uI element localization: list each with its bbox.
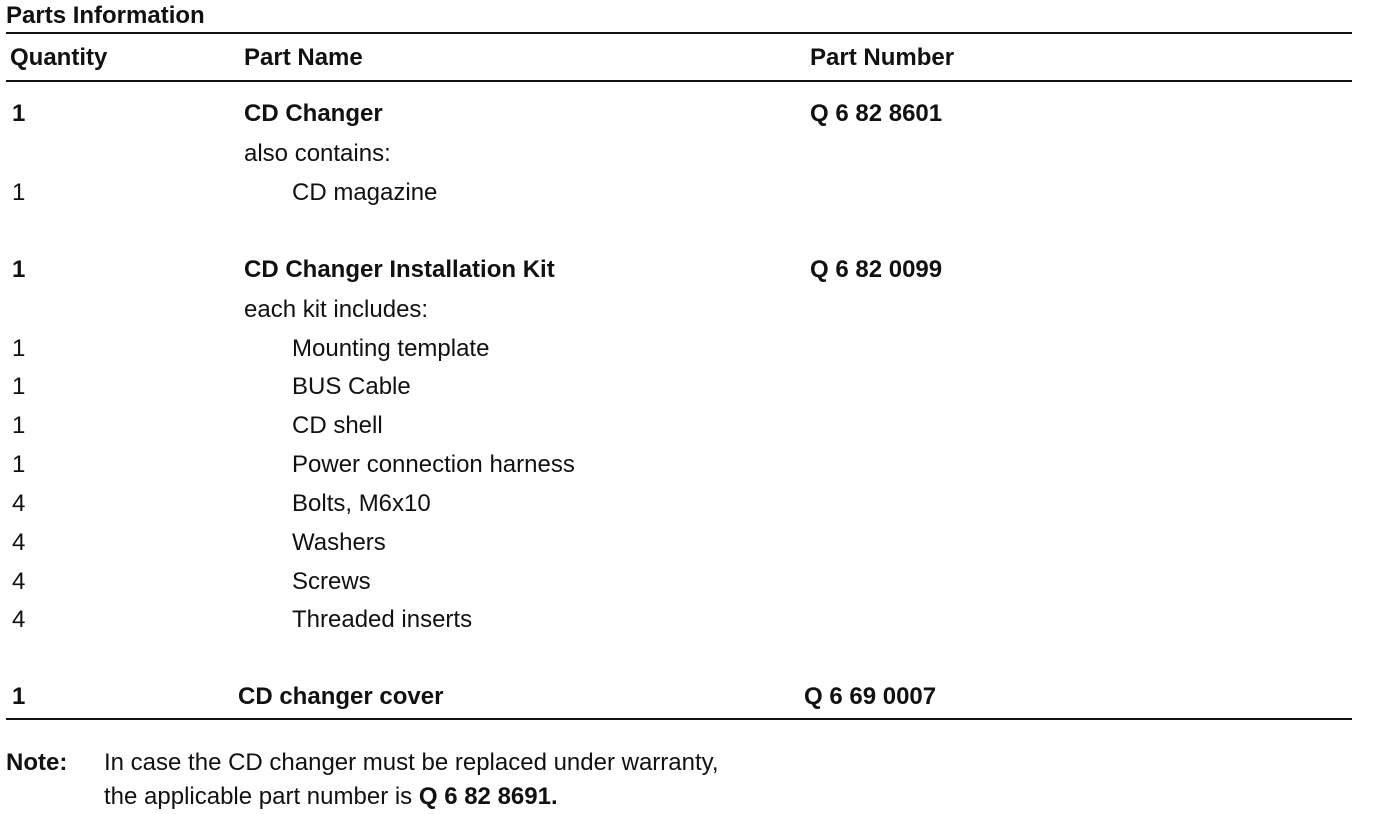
table-row	[0, 490, 1376, 520]
table-row	[0, 451, 1376, 481]
table-row	[0, 412, 1376, 442]
part-name-cell: Threaded inserts	[292, 606, 473, 633]
table-row	[0, 529, 1376, 559]
quantity-cell: 1	[12, 683, 26, 710]
part-number-cell: Q 6 82 8601	[810, 100, 943, 127]
quantity-cell: 1	[12, 373, 26, 400]
part-name-cell: Washers	[292, 529, 386, 556]
part-number-cell: Q 6 69 0007	[804, 683, 937, 710]
note-line-1	[6, 746, 719, 780]
part-name-cell: Mounting template	[292, 335, 490, 362]
table-row	[0, 296, 1376, 326]
header-rule	[6, 80, 1352, 82]
part-name-cell: CD shell	[292, 412, 383, 439]
quantity-cell: 1	[12, 100, 26, 127]
quantity-cell: 1	[12, 179, 26, 206]
part-name-cell: CD Changer	[244, 100, 383, 127]
part-name-cell: each kit includes:	[244, 296, 429, 323]
quantity-cell: 4	[12, 490, 26, 517]
quantity-cell: 1	[12, 256, 26, 283]
part-number-cell: Q 6 82 0099	[810, 256, 943, 283]
document-title: Parts Information	[6, 2, 205, 29]
note-text: In case the CD changer must be replaced under warranty,	[104, 749, 719, 776]
note-line-2	[6, 780, 719, 814]
part-name-cell: CD magazine	[292, 179, 438, 206]
top-rule	[6, 32, 1352, 34]
part-name-cell: Power connection harness	[292, 451, 575, 478]
part-number-header: Part Number	[810, 44, 955, 71]
part-name-cell: CD changer cover	[238, 683, 444, 710]
quantity-cell: 1	[12, 451, 26, 478]
warranty-note	[6, 746, 719, 814]
part-name-header: Part Name	[244, 44, 363, 71]
table-row	[0, 373, 1376, 403]
table-row	[0, 256, 1376, 286]
part-name-cell: BUS Cable	[292, 373, 411, 400]
quantity-cell: 4	[12, 606, 26, 633]
quantity-cell: 1	[12, 335, 26, 362]
table-row	[0, 683, 1376, 713]
table-row	[0, 606, 1376, 636]
note-label: Note:	[6, 749, 68, 776]
table-row	[0, 140, 1376, 170]
part-name-cell: Screws	[292, 568, 371, 595]
bottom-rule	[6, 718, 1352, 720]
part-name-cell: also contains:	[244, 140, 391, 167]
part-name-cell: CD Changer Installation Kit	[244, 256, 555, 283]
quantity-cell: 4	[12, 529, 26, 556]
warranty-part-number: Q 6 82 8691.	[418, 783, 558, 810]
quantity-header: Quantity	[10, 44, 108, 71]
table-row	[0, 335, 1376, 365]
table-row	[0, 568, 1376, 598]
quantity-cell: 1	[12, 412, 26, 439]
part-name-cell: Bolts, M6x10	[292, 490, 431, 517]
quantity-cell: 4	[12, 568, 26, 595]
table-row	[0, 179, 1376, 209]
note-text-prefix: the applicable part number is	[104, 783, 419, 810]
table-row	[0, 100, 1376, 130]
